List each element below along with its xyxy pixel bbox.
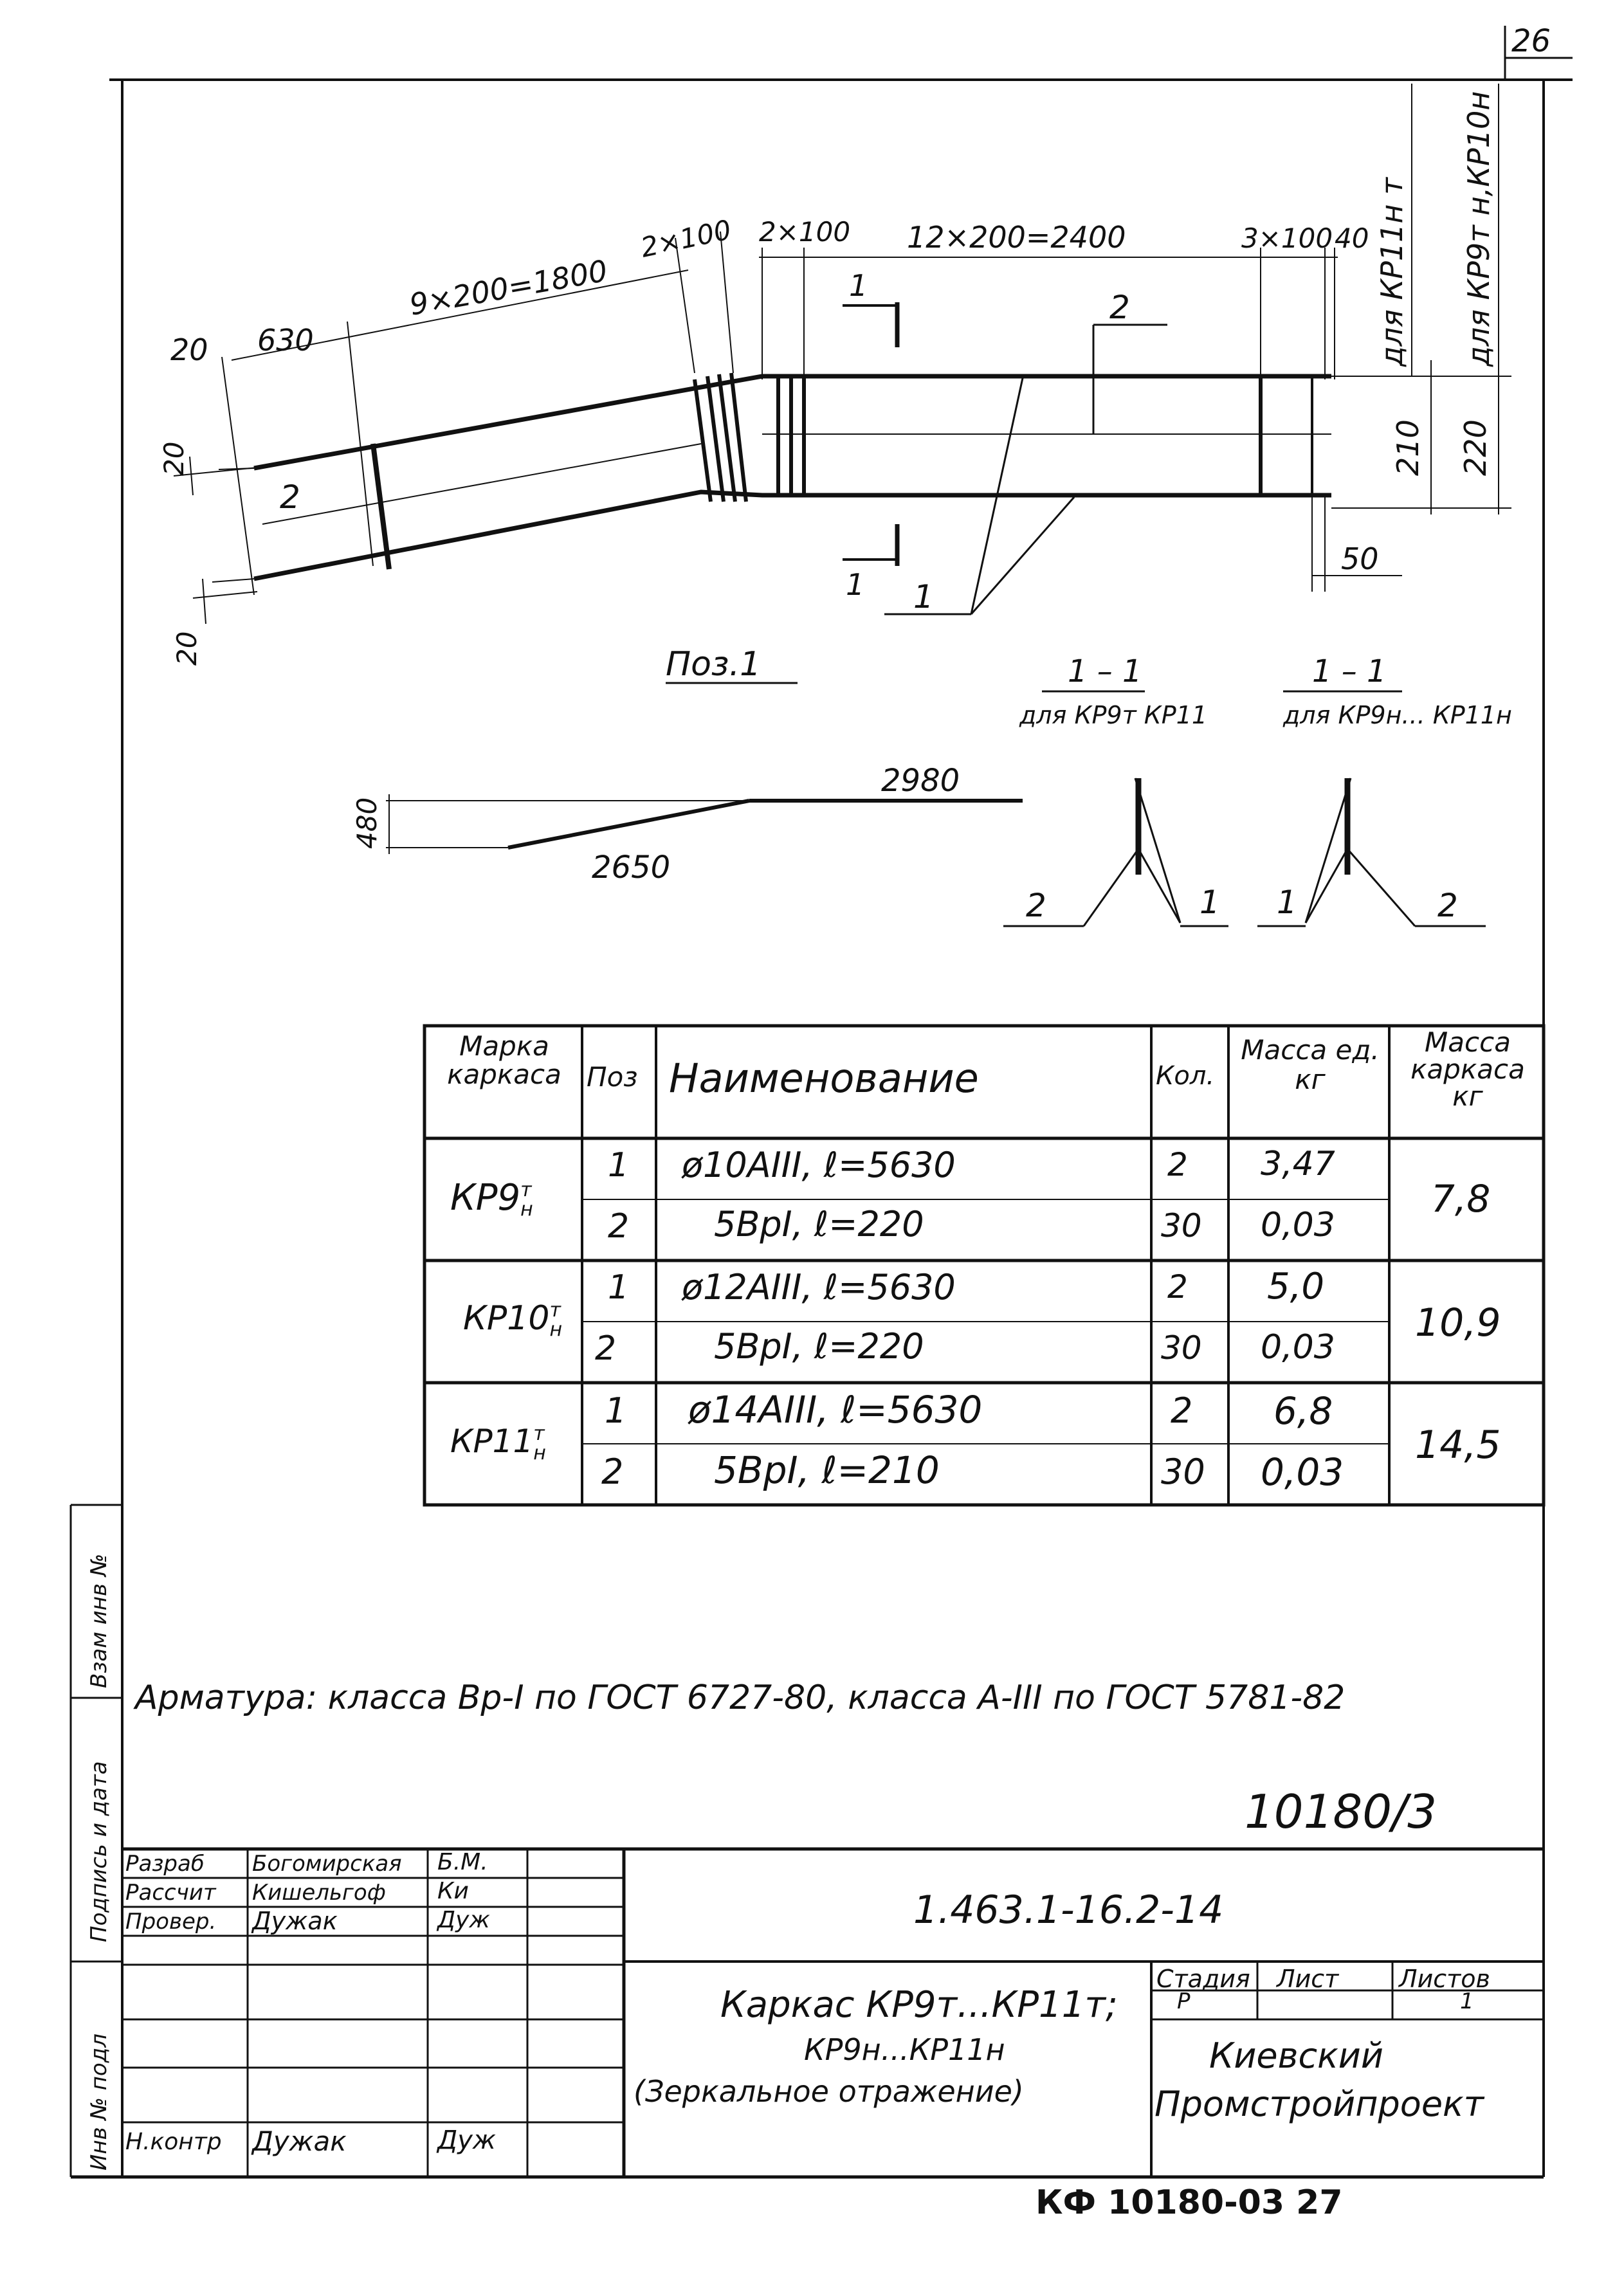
- dim-40: 40: [1335, 223, 1369, 254]
- header-mark: Марка каркаса: [447, 1030, 561, 1090]
- org-line-1: Киевский: [1209, 2035, 1383, 2076]
- group-1-mark: КР9 т н: [450, 1177, 533, 1221]
- frame-drawing: [174, 84, 1511, 624]
- group-3-row-1-name: ø14АIII, ℓ=5630: [688, 1388, 983, 1432]
- person-1-sign: Б.М.: [437, 1849, 488, 1875]
- group-1-frame-mass: 7,8: [1431, 1177, 1491, 1221]
- person-2-role: Рассчит: [125, 1880, 216, 1906]
- section-a-sub: для КР9т КР11: [1019, 701, 1208, 729]
- group-3-row-1-pos: 1: [605, 1390, 627, 1431]
- bottom-code: КФ 10180-03 27: [1036, 2183, 1343, 2222]
- dim-2x100-left: 2×100: [637, 214, 734, 264]
- sheet-header: Лист: [1277, 1965, 1339, 1993]
- group-2-row-1-qty: 2: [1167, 1268, 1188, 1306]
- header-frame-mass: Масса каркаса кг: [1410, 1026, 1525, 1112]
- reinforcement-note: Арматура: класса Вр-I по ГОСТ 6727-80, класса А-III по ГОСТ 5781-82: [135, 1679, 1346, 1717]
- group-3-row-2-qty: 30: [1161, 1452, 1205, 1492]
- pos-2-top: 2: [1109, 289, 1130, 326]
- title-line-2: КР9н...КР11н: [804, 2032, 1005, 2067]
- dim-210: 210: [1391, 419, 1425, 476]
- title-line-1: Каркас КР9т...КР11т;: [720, 1984, 1118, 2026]
- group-2-row-1-unit-mass: 5,0: [1267, 1266, 1325, 1307]
- section-b-label-left: 1: [1277, 884, 1297, 921]
- group-2-row-1-name: ø12АIII, ℓ=5630: [682, 1267, 956, 1307]
- side-stamp-sign-date: Подпись и дата: [86, 1761, 112, 1942]
- dim-20-left-mid: 20: [158, 441, 190, 476]
- title-line-3: (Зеркальное отражение): [634, 2074, 1024, 2109]
- header-pos: Поз: [587, 1061, 638, 1093]
- sheets-value: 1: [1460, 1989, 1474, 2014]
- sheet-number: 26: [1511, 23, 1551, 59]
- person-1-role: Разраб: [125, 1851, 205, 1877]
- group-1-row-2-pos: 2: [608, 1207, 630, 1246]
- group-3-frame-mass: 14,5: [1415, 1423, 1501, 1468]
- person-2-sign: Ки: [437, 1878, 469, 1904]
- section-b-title: 1 – 1: [1312, 653, 1387, 689]
- header-name: Наименование: [669, 1055, 979, 1102]
- designation: 1.463.1-16.2-14: [913, 1888, 1224, 1933]
- dim-3x100: 3×100: [1241, 223, 1333, 254]
- person-3-sign: Дуж: [437, 1907, 490, 1933]
- label-for-kp11: для КР11н т: [1374, 178, 1409, 367]
- group-1-row-2-name: 5ВрI, ℓ=220: [714, 1204, 924, 1244]
- dim-630: 630: [257, 323, 314, 358]
- poz1-title: Поз.1: [666, 645, 762, 684]
- pos-2-left: 2: [280, 478, 300, 516]
- person-7-sign: Дуж: [437, 2126, 496, 2155]
- group-3-row-1-unit-mass: 6,8: [1273, 1389, 1333, 1433]
- side-stamp-replace: Взам инв №: [86, 1553, 112, 1688]
- group-2-row-1-pos: 1: [608, 1268, 630, 1307]
- spec-table-grid: [424, 1026, 1544, 1505]
- group-3-row-1-qty: 2: [1171, 1390, 1193, 1431]
- dim-9x200: 9×200=1800: [406, 253, 610, 322]
- dim-12x200: 12×200=2400: [907, 220, 1126, 255]
- person-3-role: Провер.: [125, 1909, 217, 1935]
- group-2-mark: КР10 т н: [463, 1299, 563, 1341]
- poz1-dim-2980: 2980: [881, 763, 960, 799]
- sheets-header: Листов: [1399, 1965, 1490, 1993]
- org-line-2: Промстройпроект: [1154, 2084, 1484, 2124]
- label-for-kp9: для КР9т н,КР10н: [1461, 91, 1496, 367]
- person-1-name: Богомирская: [252, 1851, 402, 1877]
- dim-50: 50: [1341, 542, 1379, 576]
- section-a-label-left: 2: [1026, 887, 1046, 924]
- group-1-row-1-qty: 2: [1167, 1146, 1188, 1183]
- person-7-name: Дужак: [252, 2126, 347, 2157]
- pos-1-cut-bottom: 1: [846, 567, 865, 602]
- person-3-name: Дужак: [252, 1907, 338, 1935]
- side-stamp-inv: Инв № подл: [86, 2034, 112, 2171]
- dim-20-top-left: 20: [170, 332, 208, 367]
- group-3-row-2-name: 5ВрI, ℓ=210: [714, 1448, 940, 1492]
- person-2-name: Кишельгоф: [252, 1880, 386, 1906]
- poz1-dim-2650: 2650: [592, 850, 671, 886]
- section-b-label-right: 2: [1437, 887, 1458, 924]
- group-3-mark: КР11 т н: [450, 1422, 546, 1464]
- header-qty: Кол.: [1156, 1061, 1215, 1091]
- section-a-title: 1 – 1: [1068, 653, 1142, 689]
- group-1-row-2-unit-mass: 0,03: [1261, 1206, 1335, 1244]
- stage-value: Р: [1177, 1989, 1191, 2014]
- dim-2x100-right: 2×100: [759, 216, 851, 248]
- group-2-frame-mass: 10,9: [1415, 1300, 1501, 1345]
- section-a-label-right: 1: [1200, 884, 1220, 921]
- group-3-row-2-unit-mass: 0,03: [1261, 1450, 1344, 1494]
- group-2-row-2-name: 5ВрI, ℓ=220: [714, 1326, 924, 1367]
- group-1-row-2-qty: 30: [1161, 1207, 1202, 1244]
- pos-1-cut-top: 1: [849, 268, 868, 303]
- group-1-row-1-name: ø10АIII, ℓ=5630: [682, 1145, 956, 1185]
- group-1-row-1-pos: 1: [608, 1146, 630, 1185]
- poz1-dim-480: 480: [351, 797, 383, 849]
- header-unit-mass: Масса ед. кг: [1241, 1034, 1380, 1095]
- person-7-role: Н.контр: [125, 2129, 222, 2155]
- group-3-row-2-pos: 2: [601, 1452, 624, 1492]
- section-b-sub: для КР9н... КР11н: [1283, 701, 1512, 729]
- group-1-row-1-unit-mass: 3,47: [1261, 1145, 1335, 1183]
- dim-20-left-bottom: 20: [171, 631, 203, 666]
- group-2-row-2-unit-mass: 0,03: [1261, 1328, 1335, 1367]
- pos-1-leader: 1: [913, 578, 934, 615]
- stage-header: Стадия: [1156, 1965, 1250, 1993]
- group-2-row-2-pos: 2: [595, 1329, 617, 1368]
- handwritten-number: 10180/3: [1245, 1785, 1437, 1839]
- group-2-row-2-qty: 30: [1161, 1329, 1202, 1367]
- dim-220: 220: [1458, 419, 1493, 476]
